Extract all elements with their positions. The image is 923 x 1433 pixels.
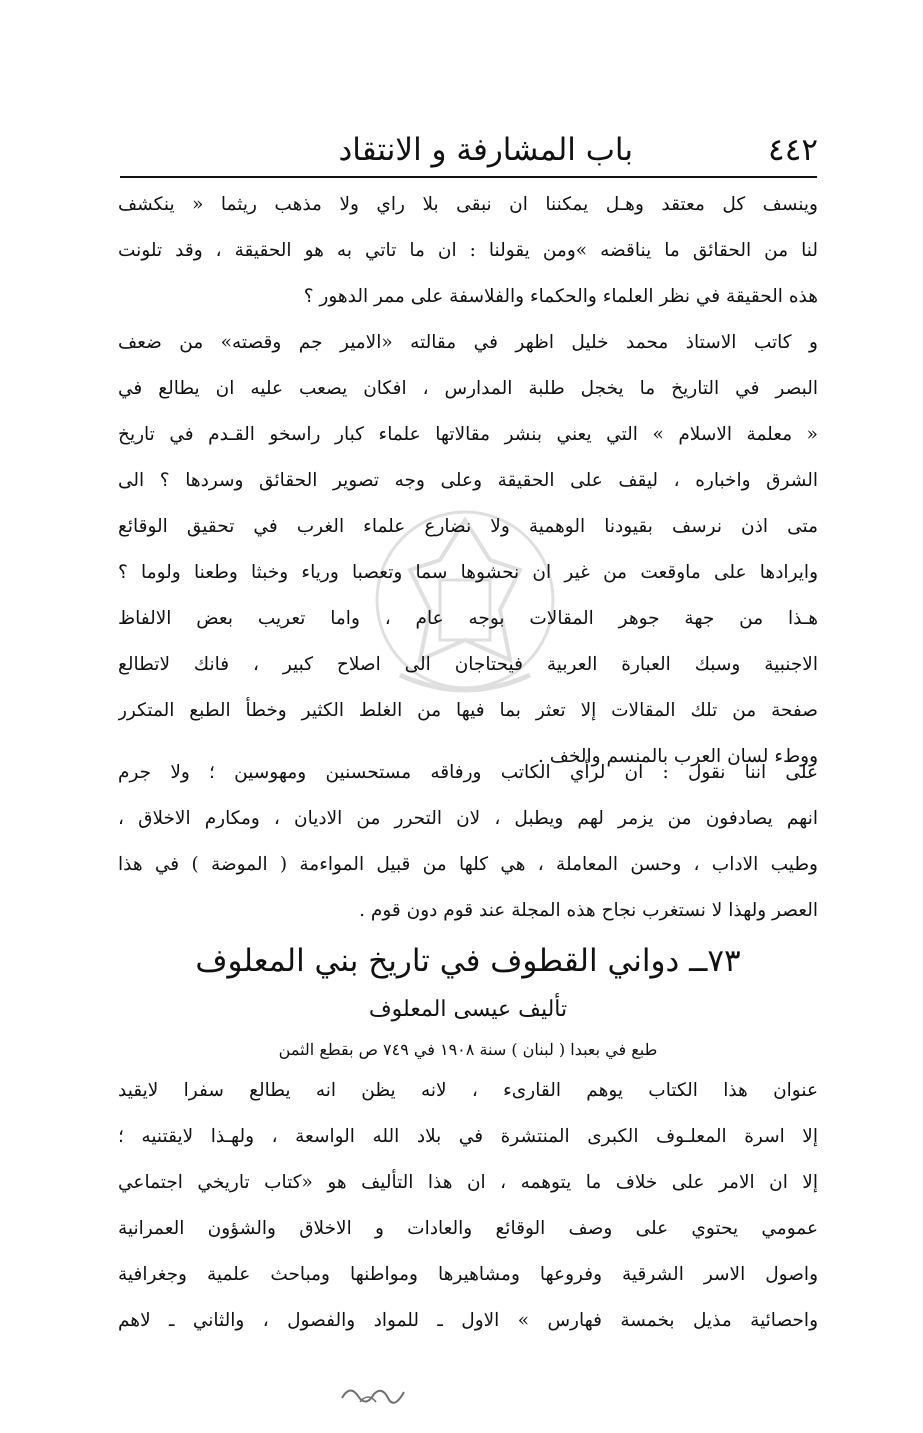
paragraph-2 — [118, 320, 818, 596]
text-line: وينسف كل معتقد وهـل يمكننا ان نبقى بلا راي ولا مذهب ريثما « ينكشف — [118, 194, 818, 215]
text-line: « معلمة الاسلام » التي يعني بنشر مقالاتها علماء كبار راسخو القـدم في تاريخ — [118, 424, 818, 445]
text-line: وايرادها على ماوقعت من غير ان نحشوها سما وتعصبا ورياء وخبثا وطعنا ولوما ؟ — [118, 562, 818, 583]
book-author: تأليف عيسى المعلوف — [368, 997, 568, 1022]
header-rule — [120, 176, 817, 178]
text-line: العصر ولهذا لا نستغرب نجاح هذه المجلة عند قوم دون قوم . — [359, 900, 818, 921]
text-line: واحصائية مذيل بخمسة فهارس » الاول ـ للمواد والفصول ، والثاني ـ لاهم — [118, 1310, 818, 1331]
text-line: هـذا من جهة جوهر المقالات بوجه عام ، واما تعريب بعض الالفاظ — [118, 608, 818, 629]
text-line: على اننا نقول : ان لرأي الكاتب ورفاقه مستحسنين ومهوسين ؛ ولا جرم — [118, 762, 818, 783]
book-imprint: طبع في بعبدا ( لبنان ) سنة ١٩٠٨ في ٧٤٩ ص بقطع الثمن — [278, 1040, 658, 1059]
text-line: واصول الاسر الشرقية وفروعها ومشاهيرها ومواطنها ومباحث علمية وجغرافية — [118, 1264, 818, 1285]
text-line: انهم يصادفون من يزمر لهم ويطبل ، لان التحرر من الاديان ، ومكارم الاخلاق ، — [118, 808, 818, 829]
text-line: لنا من الحقائق ما يناقضه »ومن يقولنا : ان ما تاتي به هو الحقيقة ، وقد تلونت — [118, 240, 818, 261]
text-line: البصر في التاريخ ما يخجل طلبة المدارس ، افكان يصعب عليه ان يطالع في — [118, 378, 818, 399]
section-title: ٧٣ــ دواني القطوف في تاريخ بني المعلوف — [195, 943, 741, 979]
text-line: وطيب الاداب ، وحسن المعاملة ، هي كلها من قبيل المواءمة ( الموضة ) في هذا — [118, 854, 818, 875]
running-title: باب المشارفة و الانتقاد — [338, 132, 633, 168]
page-number: ٤٤٢ — [768, 132, 818, 168]
text-line: عمومي يحتوي على وصف الوقائع والعادات و الاخلاق والشؤون العمرانية — [118, 1218, 818, 1239]
text-line: صفحة من تلك المقالات إلا تعثر بما فيها من الغلط الكثير وخطأ الطبع المتكرر — [118, 700, 818, 721]
paragraph-5 — [118, 1068, 818, 1344]
text-line: و كاتب الاستاذ محمد خليل اظهر في مقالته «الامير جم وقصته» من ضعف — [118, 332, 818, 353]
text-line: إلا ان الامر على خلاف ما يتوهمه ، ان هذا التأليف هو «كتاب تاريخي اجتماعي — [118, 1172, 818, 1193]
text-line: إلا اسرة المعلـوف الكبرى المنتشرة في بلاد الله الواسعة ، ولهـذا لايقتنيه ؛ — [118, 1126, 818, 1147]
text-line: الاجنبية وسبك العبارة العربية فيحتاجان الى اصلاح كبير ، فانك لاتطالع — [118, 654, 818, 675]
text-line: الشرق واخباره ، ليقف على الحقيقة وعلى وجه تصوير الحقائق وسردها ؟ الى — [118, 470, 818, 491]
paragraph-4 — [118, 750, 818, 934]
page-header — [118, 128, 818, 172]
text-line: متى اذن نرسف بقيودنا الوهمية ولا نضارع علماء الغرب في تحقيق الوقائع — [118, 516, 818, 537]
paragraph-1 — [118, 182, 818, 320]
text-line: عنوان هذا الكتاب يوهم القارىء ، لانه يظن انه يطالع سفرا لايقيد — [118, 1080, 818, 1101]
text-line: هذه الحقيقة في نظر العلماء والحكماء والفلاسفة على ممر الدهور ؟ — [303, 286, 818, 307]
text-line: ووطء لسان العرب بالمنسم والخف . — [538, 746, 818, 767]
handwritten-mark — [338, 1380, 408, 1406]
